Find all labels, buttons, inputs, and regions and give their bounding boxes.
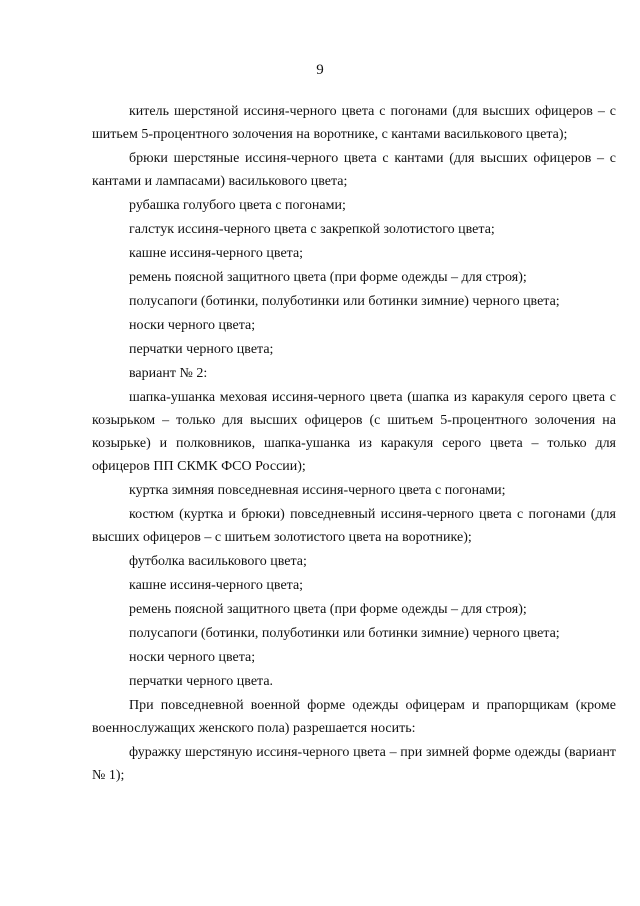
page-number: 9 bbox=[316, 62, 324, 78]
paragraph-suit: костюм (куртка и брюки) повседневный иссиня-черного цвета с погонами (для высших офицеров – с шитьем золотистого цвета на воротнике); bbox=[92, 507, 616, 545]
paragraph-socks: носки черного цвета; bbox=[129, 318, 256, 333]
paragraph-winter-jacket: куртка зимняя повседневная иссиня-черного цвета с погонами; bbox=[129, 483, 506, 498]
paragraph-belt: ремень поясной защитного цвета (при форме одежды – для строя); bbox=[129, 270, 527, 285]
paragraph-socks-2: носки черного цвета; bbox=[129, 650, 256, 665]
paragraph-scarf-2: кашне иссиня-черного цвета; bbox=[129, 578, 304, 593]
paragraph-tshirt: футболка василькового цвета; bbox=[129, 554, 307, 569]
paragraph-cap: фуражку шерстяную иссиня-черного цвета – при зимней форме одежды (вариант № 1); bbox=[92, 745, 616, 783]
paragraph-belt-2: ремень поясной защитного цвета (при форме одежды – для строя); bbox=[129, 602, 527, 617]
paragraph-gloves-2: перчатки черного цвета. bbox=[129, 674, 274, 689]
paragraph-shirt: рубашка голубого цвета с погонами; bbox=[129, 198, 346, 213]
paragraph-variant-2-heading: вариант № 2: bbox=[129, 366, 208, 381]
paragraph-gloves: перчатки черного цвета; bbox=[129, 342, 274, 357]
paragraph-boots-2: полусапоги (ботинки, полуботинки или ботинки зимние) черного цвета; bbox=[129, 626, 560, 641]
paragraph-trousers: брюки шерстяные иссиня-черного цвета с кантами (для высших офицеров – с кантами и лампасами) василькового цвета; bbox=[92, 151, 616, 189]
paragraph-tie: галстук иссиня-черного цвета с закрепкой золотистого цвета; bbox=[129, 222, 495, 237]
document-body bbox=[92, 100, 616, 788]
paragraph-boots: полусапоги (ботинки, полуботинки или ботинки зимние) черного цвета; bbox=[129, 294, 560, 309]
paragraph-scarf: кашне иссиня-черного цвета; bbox=[129, 246, 304, 261]
paragraph-jacket: китель шерстяной иссиня-черного цвета с погонами (для высших офицеров – с шитьем 5-процентного золочения на воротнике, с кантами василькового цвета); bbox=[92, 104, 616, 142]
paragraph-fur-hat: шапка-ушанка меховая иссиня-черного цвета (шапка из каракуля серого цвета с козырьком – только для высших офицеров (с шитьем 5-процентного золочения на козырьке) и полковников, шапка-ушанка из каракуля серого цвета – только для офицеров ПП СКМК ФСО России); bbox=[92, 390, 616, 474]
paragraph-allowed-to-wear: При повседневной военной форме одежды офицерам и прапорщикам (кроме военнослужащих женского пола) разрешается носить: bbox=[92, 698, 616, 736]
